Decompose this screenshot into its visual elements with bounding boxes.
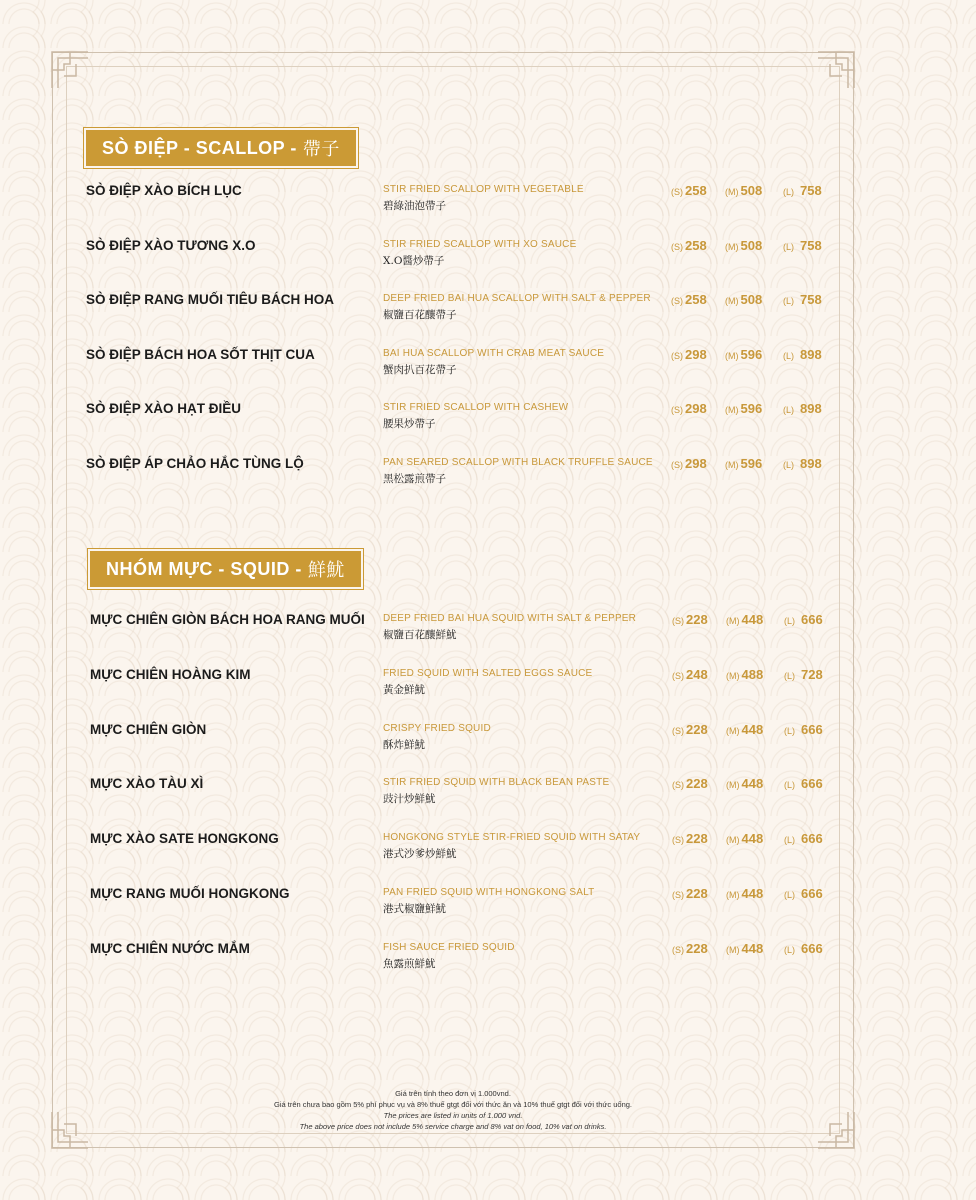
price-value: 898 bbox=[800, 346, 822, 362]
size-label: (M) bbox=[726, 670, 740, 681]
price-medium bbox=[725, 291, 762, 309]
item-name-vn: MỰC CHIÊN NƯỚC MẮM bbox=[90, 940, 250, 956]
size-label: (S) bbox=[671, 187, 683, 197]
size-label: (S) bbox=[671, 350, 683, 361]
price-value: 666 bbox=[801, 886, 823, 901]
price-medium bbox=[725, 455, 762, 473]
price-small bbox=[671, 237, 707, 255]
item-name-vn: MỰC CHIÊN HOÀNG KIM bbox=[90, 666, 251, 682]
menu-item bbox=[0, 831, 976, 871]
item-name-en: DEEP FRIED BAI HUA SQUID WITH SALT & PEPPER bbox=[383, 613, 637, 624]
menu-item bbox=[0, 722, 976, 762]
item-name-zh: 碧綠油泡帶子 bbox=[383, 200, 446, 212]
item-name-en: BAI HUA SCALLOP WITH CRAB MEAT SAUCE bbox=[383, 347, 605, 359]
price-value: 758 bbox=[800, 237, 822, 253]
price-small bbox=[671, 182, 707, 200]
size-label: (L) bbox=[783, 187, 794, 197]
item-name-vn: SÒ ĐIỆP BÁCH HOA SỐT THỊT CUA bbox=[86, 346, 315, 362]
size-label: (L) bbox=[784, 944, 795, 955]
price-value: 666 bbox=[801, 831, 823, 847]
menu-item bbox=[0, 886, 976, 926]
price-medium bbox=[725, 182, 762, 200]
price-small bbox=[672, 721, 708, 739]
price-large bbox=[784, 721, 823, 739]
price-note-line: Giá trên chưa bao gồm 5% phí phục vụ và 8% thuế gtgt đối với thức ăn và 10% thuế gtgt đối với thức uống. bbox=[273, 1100, 633, 1109]
price-medium bbox=[726, 721, 763, 739]
item-name-zh: 豉汁炒鮮魷 bbox=[383, 793, 436, 806]
price-large bbox=[784, 775, 823, 793]
price-value: 666 bbox=[801, 612, 823, 627]
size-label: (S) bbox=[671, 460, 683, 470]
item-name-vn: SÒ ĐIỆP ÁP CHẢO HẮC TÙNG LỘ bbox=[86, 456, 304, 471]
corner-ornament-icon bbox=[816, 50, 856, 90]
price-large bbox=[783, 346, 822, 364]
item-name-en: STIR FRIED SCALLOP WITH CASHEW bbox=[383, 402, 569, 414]
size-label: (L) bbox=[784, 890, 795, 900]
size-label: (M) bbox=[726, 725, 740, 736]
size-label: (M) bbox=[726, 835, 740, 846]
size-label: (L) bbox=[783, 296, 794, 307]
price-value: 508 bbox=[740, 237, 763, 253]
size-label: (M) bbox=[725, 296, 739, 307]
menu-item bbox=[0, 183, 976, 223]
size-label: (L) bbox=[784, 725, 795, 736]
size-label: (L) bbox=[784, 780, 795, 791]
menu-item bbox=[0, 456, 976, 496]
price-note-line: The above price does not include 5% service charge and 8% vat on food, 10% vat on drinks. bbox=[299, 1122, 607, 1131]
price-value: 508 bbox=[740, 292, 763, 308]
price-small bbox=[671, 291, 707, 309]
price-value: 258 bbox=[685, 237, 707, 253]
price-value: 596 bbox=[740, 401, 763, 417]
size-label: (M) bbox=[725, 460, 739, 470]
price-medium bbox=[725, 400, 762, 418]
price-medium bbox=[726, 940, 763, 958]
price-value: 298 bbox=[685, 401, 707, 417]
price-value: 228 bbox=[686, 776, 708, 792]
price-value: 298 bbox=[685, 456, 707, 471]
price-value: 228 bbox=[686, 721, 708, 737]
price-value: 448 bbox=[741, 940, 764, 956]
price-value: 666 bbox=[801, 940, 823, 956]
price-value: 488 bbox=[741, 666, 764, 682]
price-value: 758 bbox=[800, 183, 822, 198]
item-name-zh: 港式椒鹽鮮魷 bbox=[383, 903, 446, 915]
size-label: (M) bbox=[726, 890, 740, 900]
price-value: 258 bbox=[685, 183, 707, 198]
item-name-zh: 黃金鮮魷 bbox=[383, 683, 425, 696]
item-name-vn: MỰC XÀO SATE HONGKONG bbox=[90, 831, 279, 847]
price-medium bbox=[726, 775, 763, 793]
price-value: 758 bbox=[800, 292, 822, 308]
size-label: (L) bbox=[784, 616, 795, 626]
price-value: 248 bbox=[686, 666, 708, 682]
item-name-zh: X.O醬炒帶子 bbox=[383, 254, 445, 267]
size-label: (S) bbox=[672, 725, 684, 736]
item-name-zh: 蟹肉扒百花帶子 bbox=[383, 363, 457, 376]
price-large bbox=[783, 182, 822, 200]
menu-item bbox=[0, 347, 976, 387]
size-label: (S) bbox=[671, 241, 683, 252]
item-name-zh: 腰果炒帶子 bbox=[383, 418, 436, 431]
menu-item bbox=[0, 238, 976, 278]
corner-ornament-icon bbox=[50, 50, 90, 90]
item-name-zh: 酥炸鮮魷 bbox=[383, 738, 425, 751]
item-name-vn: SÒ ĐIỆP XÀO TƯƠNG X.O bbox=[86, 237, 256, 253]
price-value: 228 bbox=[686, 612, 708, 627]
size-label: (L) bbox=[783, 350, 794, 361]
menu-item bbox=[0, 401, 976, 441]
item-name-en: HONGKONG STYLE STIR-FRIED SQUID WITH SATAY bbox=[383, 832, 641, 844]
size-label: (L) bbox=[784, 670, 795, 681]
price-note bbox=[0, 1088, 906, 1132]
item-name-vn: MỰC RANG MUỐI HONGKONG bbox=[90, 886, 290, 901]
size-label: (M) bbox=[725, 187, 739, 197]
menu-item bbox=[0, 941, 976, 981]
price-value: 258 bbox=[685, 292, 707, 308]
size-label: (M) bbox=[725, 405, 739, 416]
size-label: (M) bbox=[726, 780, 740, 791]
size-label: (S) bbox=[672, 890, 684, 900]
price-medium bbox=[726, 611, 763, 629]
item-name-en: FRIED SQUID WITH SALTED EGGS SAUCE bbox=[383, 667, 593, 679]
section-title-cjk: 帶子 bbox=[302, 139, 340, 160]
price-large bbox=[784, 666, 823, 684]
price-small bbox=[671, 455, 707, 473]
item-name-en: STIR FRIED SQUID WITH BLACK BEAN PASTE bbox=[383, 777, 610, 789]
price-small bbox=[672, 611, 708, 629]
price-large bbox=[783, 455, 822, 473]
section-title: SÒ ĐIỆP - SCALLOP - bbox=[102, 137, 297, 158]
price-value: 596 bbox=[740, 346, 763, 362]
price-value: 666 bbox=[801, 776, 823, 792]
price-large bbox=[783, 400, 822, 418]
size-label: (L) bbox=[783, 241, 794, 252]
price-medium bbox=[725, 237, 762, 255]
price-value: 448 bbox=[741, 612, 764, 627]
size-label: (S) bbox=[672, 944, 684, 955]
price-small bbox=[672, 885, 708, 903]
price-value: 448 bbox=[741, 721, 764, 737]
item-name-zh: 魚露煎鮮魷 bbox=[383, 957, 436, 970]
price-medium bbox=[726, 885, 763, 903]
price-note-line: Giá trên tính theo đơn vị 1.000vnd. bbox=[395, 1089, 511, 1098]
price-large bbox=[784, 830, 823, 848]
item-name-en: STIR FRIED SCALLOP WITH XO SAUCE bbox=[383, 238, 577, 250]
item-name-vn: MỰC CHIÊN GIÒN bbox=[90, 721, 207, 737]
menu-item bbox=[0, 776, 976, 816]
size-label: (L) bbox=[784, 835, 795, 846]
price-value: 728 bbox=[801, 666, 823, 682]
item-name-vn: SÒ ĐIỆP XÀO HẠT ĐIỀU bbox=[86, 401, 242, 417]
price-medium bbox=[725, 346, 762, 364]
size-label: (M) bbox=[725, 350, 739, 361]
size-label: (M) bbox=[726, 616, 740, 626]
price-value: 448 bbox=[741, 886, 764, 901]
price-small bbox=[671, 400, 707, 418]
price-value: 298 bbox=[685, 346, 707, 362]
price-value: 508 bbox=[740, 183, 763, 198]
price-medium bbox=[726, 666, 763, 684]
item-name-en: PAN FRIED SQUID WITH HONGKONG SALT bbox=[383, 887, 595, 898]
item-name-vn: MỰC CHIÊN GIÒN BÁCH HOA RANG MUỐI bbox=[90, 612, 365, 627]
menu-item bbox=[0, 612, 976, 652]
item-name-zh: 椒鹽百花釀鮮魷 bbox=[383, 629, 457, 641]
price-value: 596 bbox=[740, 456, 763, 471]
item-name-zh: 椒鹽百花釀帶子 bbox=[383, 309, 457, 322]
size-label: (S) bbox=[672, 835, 684, 846]
size-label: (S) bbox=[672, 670, 684, 681]
size-label: (S) bbox=[672, 780, 684, 791]
price-small bbox=[672, 775, 708, 793]
price-small bbox=[672, 666, 708, 684]
price-value: 666 bbox=[801, 721, 823, 737]
item-name-en: DEEP FRIED BAI HUA SCALLOP WITH SALT & PEPPER bbox=[383, 293, 651, 305]
price-value: 228 bbox=[686, 886, 708, 901]
price-large bbox=[784, 611, 823, 629]
price-value: 448 bbox=[741, 776, 764, 792]
size-label: (S) bbox=[671, 405, 683, 416]
price-small bbox=[672, 940, 708, 958]
section-banner-squid bbox=[90, 551, 361, 587]
price-large bbox=[784, 940, 823, 958]
size-label: (L) bbox=[783, 460, 794, 470]
item-name-en: FISH SAUCE FRIED SQUID bbox=[383, 941, 515, 953]
price-value: 898 bbox=[800, 456, 822, 471]
price-medium bbox=[726, 830, 763, 848]
section-banner-scallop bbox=[86, 130, 356, 166]
item-name-en: PAN SEARED SCALLOP WITH BLACK TRUFFLE SAUCE bbox=[383, 457, 653, 468]
price-note-line: The prices are listed in units of 1.000 vnd. bbox=[383, 1111, 523, 1120]
item-name-zh: 黑松露煎帶子 bbox=[383, 473, 446, 485]
size-label: (S) bbox=[671, 296, 683, 307]
price-large bbox=[783, 237, 822, 255]
item-name-vn: MỰC XÀO TÀU XÌ bbox=[90, 776, 204, 792]
size-label: (M) bbox=[725, 241, 739, 252]
menu-item bbox=[0, 292, 976, 332]
item-name-en: STIR FRIED SCALLOP WITH VEGETABLE bbox=[383, 184, 584, 195]
size-label: (L) bbox=[783, 405, 794, 416]
item-name-zh: 港式沙爹炒鮮魷 bbox=[383, 848, 457, 861]
price-small bbox=[672, 830, 708, 848]
item-name-en: CRISPY FRIED SQUID bbox=[383, 722, 491, 734]
item-name-vn: SÒ ĐIỆP XÀO BÍCH LỤC bbox=[86, 183, 242, 198]
price-value: 228 bbox=[686, 831, 708, 847]
menu-item bbox=[0, 667, 976, 707]
price-small bbox=[671, 346, 707, 364]
price-value: 898 bbox=[800, 401, 822, 417]
item-name-vn: SÒ ĐIỆP RANG MUỐI TIÊU BÁCH HOA bbox=[86, 292, 335, 308]
price-value: 448 bbox=[741, 831, 764, 847]
price-large bbox=[784, 885, 823, 903]
price-large bbox=[783, 291, 822, 309]
size-label: (M) bbox=[726, 944, 740, 955]
section-title: NHÓM MỰC - SQUID - bbox=[106, 558, 302, 579]
size-label: (S) bbox=[672, 616, 684, 626]
section-title-cjk: 鮮魷 bbox=[307, 560, 345, 581]
price-value: 228 bbox=[686, 940, 708, 956]
